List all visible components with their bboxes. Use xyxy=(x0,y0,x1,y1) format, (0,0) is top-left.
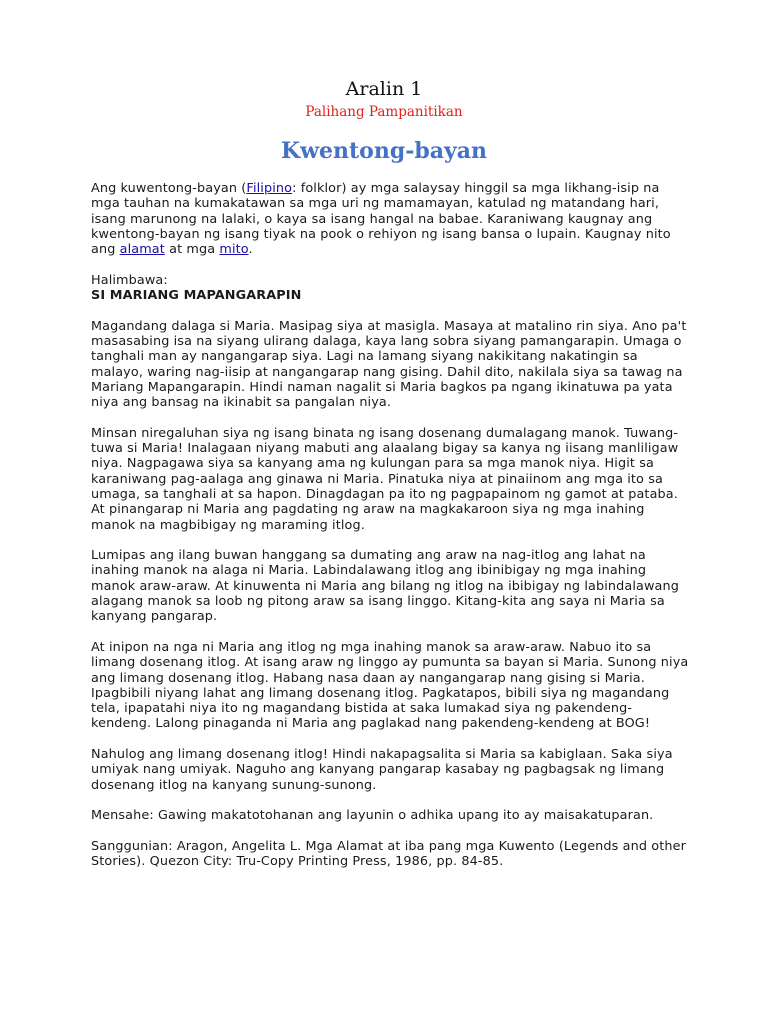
intro-paragraph xyxy=(91,181,691,257)
link-mito[interactable]: mito xyxy=(219,242,249,258)
story-paragraph-5: Nahulog ang limang dosenang itlog! Hindi nakapagsalita si Maria sa kabiglaan. Saka siya umiyak nang umiyak. Naguho ang kanyang pangarap kasabay ng pagbagsak ng limang dosenang itlog na kanyang sunung-sunong. xyxy=(91,746,673,793)
link-alamat[interactable]: alamat xyxy=(119,242,165,258)
intro-text-3: at mga xyxy=(164,242,220,258)
intro-text-4: . xyxy=(248,242,253,258)
story-paragraph-2: Minsan niregaluhan siya ng isang binata ng isang dosenang dumalagang manok. Tuwang-tuwa si Maria! Inalagaan niyang mabuti ang alaalang bigay sa kanya ng iisang manliligaw niya. Nagpagawa siya sa kanyang ama ng kulungan para sa mga manok niya. Higit sa karaniwang pag-aalaga ang ginawa ni Maria. Pinatuka niya at pinaiinom ang mga ito sa umaga, sa tanghali at sa hapon. Dinagdagan pa ito ng pagpapainom ng gamot at pataba. At pinangarap ni Maria ang pagdating ng araw na magkakaroon siya ng mga inahing manok na magbibigay ng maraming itlog. xyxy=(91,425,679,533)
intro-text-2: : folklor) ay mga salaysay hinggil sa mga likhang-isip na mga tauhan na kumakatawan sa mga uri ng mamamayan, katulad ng matandang hari, isang marunong na lalaki, o kaya sa isang hangal na babae. Karaniwang kaugnay ang kwentong-bayan ng isang tiyak na pook o rehiyon ng isang bansa o lupain. Kaugnay nito ang xyxy=(91,181,671,258)
story-paragraph-4: At inipon na nga ni Maria ang itlog ng mga inahing manok sa araw-araw. Nabuo ito sa limang dosenang itlog. At isang araw ng linggo ay pumunta sa bayan si Maria. Sunong niya ang limang dosenang itlog. Habang nasa daan ay nangangarap nang gising si Maria. Ipagbibili niyang lahat ang limang dosenang itlog. Pagkatapos, bibili siya ng magandang tela, ipapatahi niya ito ng magandang bistida at saka lumakad siya ng pakendeng-kendeng. Lalong pinaganda ni Maria ang paglakad nang pakendeng-kendeng at BOG! xyxy=(91,639,689,732)
example-block xyxy=(91,273,691,304)
message-paragraph: Mensahe: Gawing makatotohanan ang layunin o adhika upang ito ay maisakatuparan. xyxy=(91,808,654,824)
story-paragraph-3: Lumipas ang ilang buwan hanggang sa dumating ang araw na nag-itlog ang lahat na inahing manok na alaga ni Maria. Labindalawang itlog ang ibinibigay ng mga inahing manok araw-araw. At kinuwenta ni Maria ang bilang ng itlog na ibibigay ng labindalawang alagang manok sa loob ng pitong araw sa isang linggo. Kitang-kita ang saya ni Maria sa kanyang pangarap. xyxy=(91,548,679,625)
example-label: Halimbawa: xyxy=(91,272,168,288)
story-paragraph-1: Magandang dalaga si Maria. Masipag siya at masigla. Masaya at matalino rin siya. Ano pa't masasabing isa na siyang ulirang dalaga, kaya lang sobra siyang pamangarapin. Umaga o tanghali man ay nangangarap siya. Lagi na lamang siyang nakikitang nakatingin sa malayo, waring nag-iisip at nangangarap nang gising. Dahil dito, nakilala siya sa tawag na Mariang Mapangarapin. Hindi naman nagalit si Maria bagkos pa ngang ikinatuwa pa yata niya ang bansag na ikinabit sa pangalan niya. xyxy=(91,318,687,411)
lesson-heading: Aralin 1 xyxy=(345,78,423,100)
lesson-subtitle: Palihang Pampanitikan xyxy=(305,104,463,120)
link-filipino[interactable]: Filipino xyxy=(246,181,293,196)
intro-text-1: Ang kuwentong-bayan ( xyxy=(91,181,247,196)
source-paragraph: Sanggunian: Aragon, Angelita L. Mga Alamat at iba pang mga Kuwento (Legends and other Stories). Quezon City: Tru-Copy Printing Press, 1986, pp. 84-85. xyxy=(91,838,686,870)
story-title: SI MARIANG MAPANGARAPIN xyxy=(91,288,302,304)
document-body xyxy=(91,181,691,885)
page-title: Kwentong-bayan xyxy=(280,138,488,164)
